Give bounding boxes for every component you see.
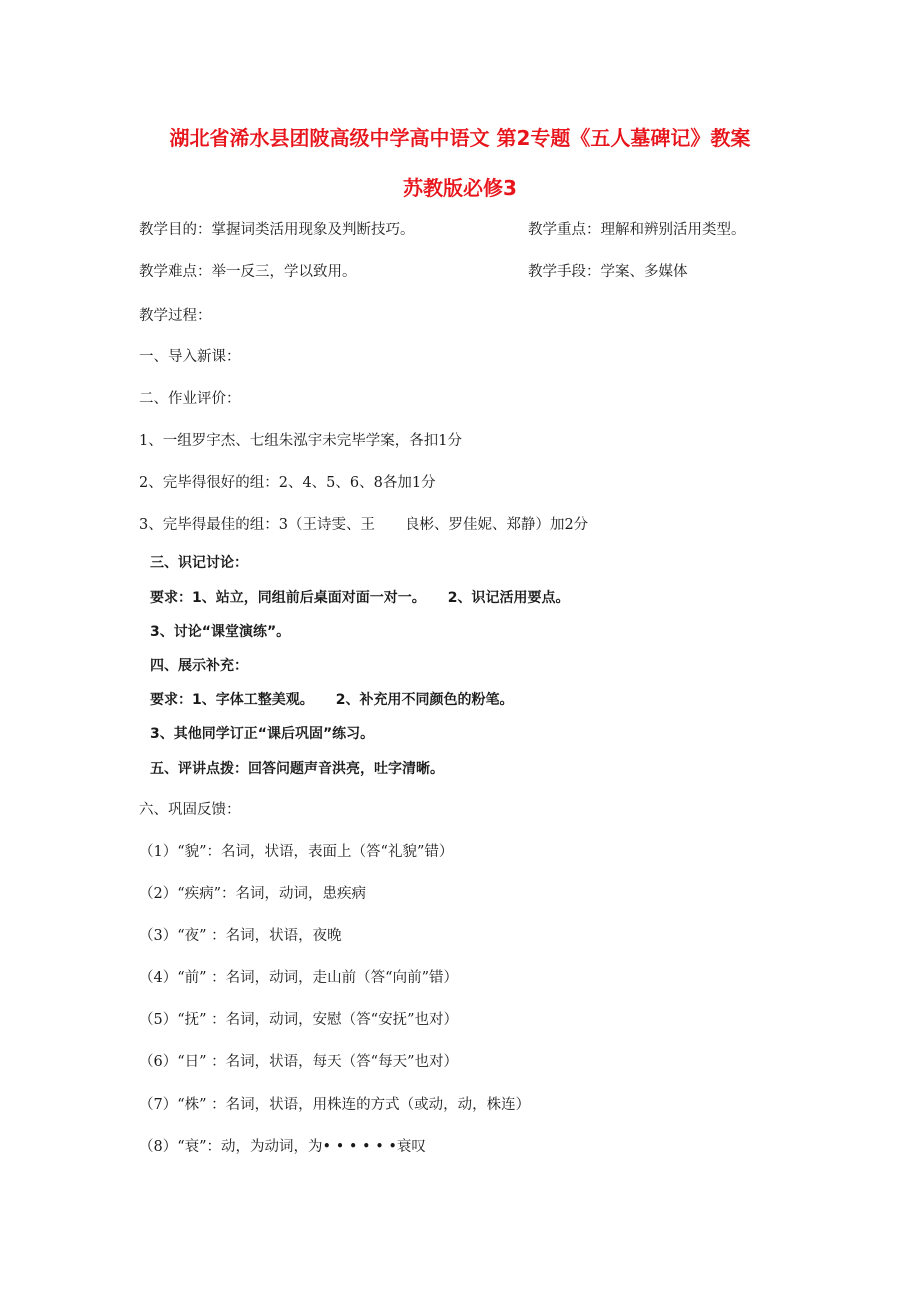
feedback-item-8: （8）“衰”：动，为动词，为• • • • • •衰叹 <box>139 1139 426 1155</box>
handwritten-requirement-1c: 3、讨论“课堂演练”。 <box>150 624 291 640</box>
req1-part-a: 要求：1、站立，同组前后桌面对面一对一。 <box>150 590 426 606</box>
feedback-item-5: （5）“抚” ：名词，动词，安慰（答“安抚”也对） <box>139 1012 458 1028</box>
teaching-goal: 教学目的：掌握词类活用现象及判断技巧。 <box>139 222 415 238</box>
req2-part-a: 要求：1、字体工整美观。 <box>150 692 314 708</box>
handwritten-requirement-1 <box>150 588 570 608</box>
section-intro: 一、导入新课： <box>139 349 241 365</box>
objectives-row-2 <box>139 262 688 282</box>
feedback-item-6: （6）“日” ：名词，状语，每天（答“每天”也对） <box>139 1054 458 1070</box>
feedback-item-7: （7）“株” ：名词，状语，用株连的方式（或动，动，株连） <box>139 1097 531 1113</box>
handwritten-requirement-2c: 3、其他同学订正“课后巩固”练习。 <box>150 726 375 742</box>
objectives-row-1 <box>139 220 746 240</box>
eval-item-3-part-b: 良彬、罗佳妮、郑静）加2分 <box>404 517 589 533</box>
feedback-item-2: （2）“疾病”：名词，动词，患疾病 <box>139 886 367 902</box>
eval-item-1: 1、一组罗宇杰、七组朱泓宇未完毕学案，各扣1分 <box>139 433 462 449</box>
teaching-means: 教学手段：学案、多媒体 <box>528 264 688 280</box>
feedback-item-1: （1）“貌”：名词，状语，表面上（答“礼貌”错） <box>139 844 454 860</box>
process-heading: 教学过程： <box>139 308 212 324</box>
eval-item-3-part-a: 3、完毕得最佳的组：3（王诗雯、王 <box>139 517 375 533</box>
section-homework-eval: 二、作业评价： <box>139 391 241 407</box>
document-subtitle: 苏教版必修3 <box>403 176 517 200</box>
feedback-item-4: （4）“前” ：名词，动词，走山前（答“向前”错） <box>139 970 458 986</box>
feedback-item-3: （3）“夜” ：名词，状语，夜晚 <box>139 928 342 944</box>
teaching-key-point: 教学重点：理解和辨别活用类型。 <box>528 222 746 238</box>
req2-part-b: 2、补充用不同颜色的粉笔。 <box>335 692 514 708</box>
teaching-difficulty: 教学难点：举一反三，学以致用。 <box>139 264 357 280</box>
section-feedback: 六、巩固反馈： <box>139 802 241 818</box>
eval-item-2: 2、完毕得很好的组：2、4、5、6、8各加1分 <box>139 475 436 491</box>
handwritten-section-4: 四、展示补充： <box>150 658 248 674</box>
document-title: 湖北省浠水县团陂高级中学高中语文 第2专题《五人墓碑记》教案 <box>169 126 751 150</box>
req1-part-b: 2、识记活用要点。 <box>447 590 570 606</box>
handwritten-requirement-2 <box>150 690 514 710</box>
handwritten-section-3: 三、识记讨论： <box>150 555 248 571</box>
eval-item-3 <box>139 515 588 535</box>
handwritten-section-5: 五、评讲点拨：回答问题声音洪亮，吐字清晰。 <box>150 761 444 777</box>
